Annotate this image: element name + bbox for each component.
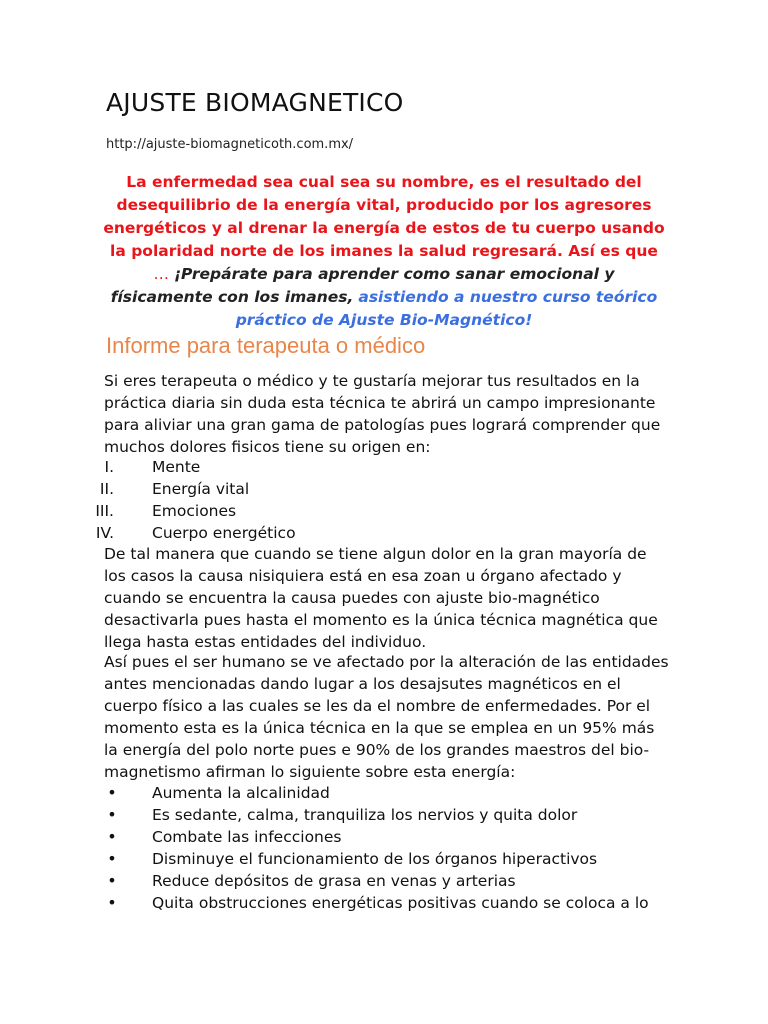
list-marker: III. — [95, 502, 114, 520]
list-item — [0, 522, 680, 544]
list-item-text: Emociones — [152, 502, 237, 520]
document-title: AJUSTE BIOMAGNETICO — [106, 88, 404, 117]
list-item — [0, 478, 680, 500]
list-item-text: Reduce depósitos de grasa en venas y arterias — [152, 872, 516, 890]
intro-blue-text: asistiendo a nuestro curso teórico práctico de Ajuste Bio-Magnético! — [235, 288, 658, 329]
intro-red-tail: . Así es que — [556, 242, 658, 260]
bullet-icon: • — [107, 893, 117, 912]
bullet-icon: • — [107, 805, 117, 824]
list-item — [0, 870, 680, 892]
list-item-text: Aumenta la alcalinidad — [152, 784, 330, 802]
intro-red-text: La enfermedad sea cual sea su nombre, es el resultado del desequilibrio de la energía vital, producido por los agresores energéticos y al drenar la energía de estos de tu cuerpo usando la polaridad norte de los imanes la salud regresará — [103, 173, 665, 260]
paragraph-north-pole: Así pues el ser humano se ve afectado por la alteración de las entidades antes mencionadas dando lugar a los desajsutes magnéticos en el cuerpo físico a las cuales se les da el nombre de enfermedades. Por el momento esta es la única técnica en la que se emplea en un 95% más la energía del polo norte pues e 90% de los grandes maestros del bio-magnetismo afirman lo siguiente sobre esta energía: — [104, 653, 669, 781]
section-heading: Informe para terapeuta o médico — [106, 333, 426, 358]
list-item — [0, 782, 680, 804]
intro-ellipsis: … — [153, 265, 169, 283]
intro-dark-text: ¡Prepárate para aprender como sanar emocional y físicamente con los imanes, — [110, 265, 615, 306]
paragraph-cause: De tal manera que cuando se tiene algun dolor en la gran mayoría de los casos la causa nisiquiera está en esa zoan u órgano afectado y cuando se encuentra la causa puedes con ajuste bio-magnético desactivarla pues hasta el momento es la única técnica magnética que llega hasta estas entidades del individuo. — [104, 545, 658, 651]
list-item — [0, 804, 680, 826]
list-item-text: Cuerpo energético — [152, 524, 296, 542]
paragraph-intro: Si eres terapeuta o médico y te gustaría mejorar tus resultados en la práctica diaria sin duda esta técnica te abrirá un campo impresionante para aliviar una gran gama de patologías pues logrará comprender que muchos dolores fisicos tiene su origen en: — [104, 372, 661, 456]
list-marker: I. — [104, 458, 114, 476]
list-item-text: Mente — [152, 458, 201, 476]
list-item — [0, 892, 680, 914]
bullet-icon: • — [107, 871, 117, 890]
list-item — [0, 826, 680, 848]
list-item-text: Combate las infecciones — [152, 828, 342, 846]
list-marker: II. — [99, 480, 114, 498]
bullet-icon: • — [107, 827, 117, 846]
list-item — [0, 500, 680, 522]
list-item-text: Energía vital — [152, 480, 250, 498]
list-item — [0, 456, 680, 478]
list-item — [0, 848, 680, 870]
intro-callout — [100, 171, 668, 332]
roman-list — [0, 456, 680, 544]
bullet-list — [0, 782, 680, 914]
list-item-text: Disminuye el funcionamiento de los órganos hiperactivos — [152, 850, 598, 868]
list-item-text: Es sedante, calma, tranquiliza los nervios y quita dolor — [152, 806, 578, 824]
website-url: http://ajuste-biomagneticoth.com.mx/ — [106, 137, 354, 152]
list-item-text: Quita obstrucciones energéticas positivas cuando se coloca a lo — [152, 894, 649, 912]
list-marker: IV. — [95, 524, 114, 542]
bullet-icon: • — [107, 849, 117, 868]
bullet-icon: • — [107, 783, 117, 802]
